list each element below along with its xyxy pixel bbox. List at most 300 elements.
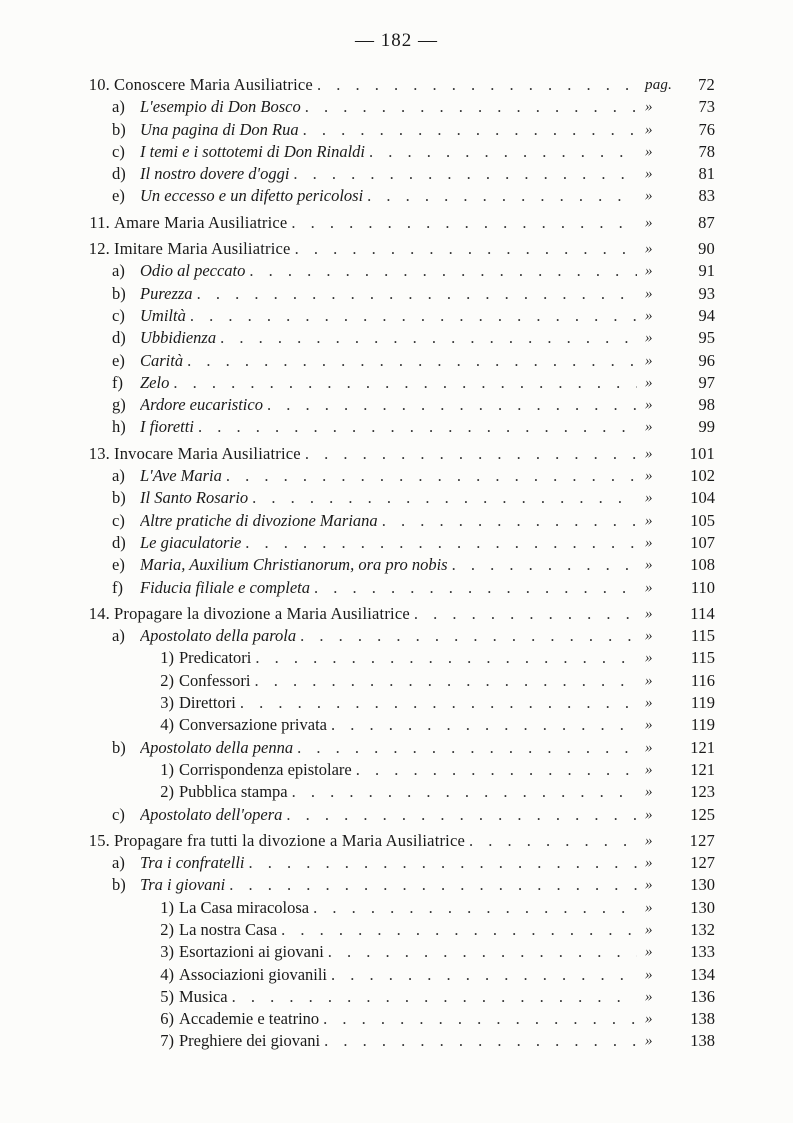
page-mark: » bbox=[645, 468, 653, 485]
leader-dots bbox=[232, 986, 637, 1008]
toc-entry-reference bbox=[637, 141, 715, 163]
toc-entry-reference bbox=[637, 163, 715, 185]
page-reference: 107 bbox=[690, 532, 715, 552]
toc-entry-body bbox=[140, 350, 637, 372]
toc-entry-number: b) bbox=[112, 119, 126, 139]
toc-entry-number: 4) bbox=[160, 715, 174, 735]
toc-entry-number: 2) bbox=[160, 670, 174, 690]
toc-entry-reference bbox=[637, 554, 715, 576]
leader-dots bbox=[249, 260, 637, 282]
leader-dots bbox=[252, 487, 637, 509]
toc-entry-body bbox=[140, 163, 637, 185]
toc-entry-body bbox=[140, 465, 637, 487]
toc-entry-body bbox=[179, 647, 637, 669]
toc-entry-reference bbox=[637, 692, 715, 714]
toc-entry-title: Preghiere dei giovani bbox=[179, 1030, 324, 1052]
page-reference: 115 bbox=[690, 626, 715, 646]
table-of-contents bbox=[70, 74, 715, 1053]
toc-entry bbox=[70, 416, 715, 438]
toc-entry-title: Imitare Maria Ausiliatrice bbox=[114, 238, 295, 260]
toc-entry bbox=[70, 714, 715, 736]
toc-entry-title: Conoscere Maria Ausiliatrice bbox=[114, 74, 317, 96]
toc-entry-body bbox=[140, 554, 637, 576]
toc-entry-reference bbox=[637, 852, 715, 874]
page-reference: 95 bbox=[698, 328, 715, 348]
leader-dots bbox=[240, 692, 637, 714]
toc-entry-body bbox=[179, 1030, 637, 1052]
leader-dots bbox=[286, 804, 637, 826]
page-mark: » bbox=[645, 419, 653, 436]
toc-entry-number: 1) bbox=[160, 897, 174, 917]
toc-entry-number: e) bbox=[112, 555, 125, 575]
page-mark: » bbox=[645, 241, 653, 258]
toc-entry-body bbox=[140, 532, 637, 554]
toc-entry-number: 3) bbox=[160, 693, 174, 713]
toc-entry-title: Pubblica stampa bbox=[179, 781, 292, 803]
toc-entry-body bbox=[179, 1008, 637, 1030]
page-mark: » bbox=[645, 397, 653, 414]
leader-dots bbox=[293, 163, 637, 185]
leader-dots bbox=[313, 897, 637, 919]
toc-entry-number: 15. bbox=[88, 830, 110, 850]
page-mark: » bbox=[645, 605, 653, 622]
leader-dots bbox=[198, 416, 637, 438]
toc-entry-body bbox=[114, 830, 637, 852]
toc-entry-reference bbox=[637, 96, 715, 118]
page-reference: 78 bbox=[698, 141, 715, 161]
toc-entry-body bbox=[140, 305, 637, 327]
toc-entry-reference bbox=[637, 1008, 715, 1030]
toc-entry bbox=[70, 603, 715, 625]
toc-entry-body bbox=[114, 212, 637, 234]
page-reference: 91 bbox=[698, 261, 715, 281]
toc-entry bbox=[70, 350, 715, 372]
page-mark: » bbox=[645, 761, 653, 778]
toc-entry-reference bbox=[637, 305, 715, 327]
page-reference: 73 bbox=[698, 97, 715, 117]
toc-entry-reference bbox=[637, 185, 715, 207]
toc-entry-reference bbox=[637, 941, 715, 963]
toc-entry bbox=[70, 647, 715, 669]
page-mark: » bbox=[645, 490, 653, 507]
toc-entry-body bbox=[140, 185, 637, 207]
toc-entry bbox=[70, 781, 715, 803]
page-reference: 87 bbox=[698, 212, 715, 232]
leader-dots bbox=[369, 141, 637, 163]
toc-entry-title: Confessori bbox=[179, 670, 255, 692]
leader-dots bbox=[267, 394, 637, 416]
toc-entry-number: d) bbox=[112, 164, 126, 184]
toc-entry-title: Ardore eucaristico bbox=[140, 394, 267, 416]
leader-dots bbox=[281, 919, 637, 941]
toc-entry-body bbox=[140, 327, 637, 349]
toc-entry bbox=[70, 577, 715, 599]
toc-entry-body bbox=[140, 577, 637, 599]
toc-entry-reference bbox=[637, 394, 715, 416]
toc-entry-title: Conversazione privata bbox=[179, 714, 331, 736]
toc-entry-title: Apostolato della penna bbox=[140, 737, 297, 759]
leader-dots bbox=[328, 941, 637, 963]
toc-entry-body bbox=[179, 670, 637, 692]
page-reference: 101 bbox=[689, 443, 715, 463]
toc-entry-title: Apostolato dell'opera bbox=[140, 804, 286, 826]
toc-entry-number: 7) bbox=[160, 1031, 174, 1051]
page-mark: » bbox=[645, 695, 653, 712]
leader-dots bbox=[226, 465, 637, 487]
page-mark: » bbox=[645, 717, 653, 734]
toc-entry-title: I fioretti bbox=[140, 416, 198, 438]
toc-entry bbox=[70, 554, 715, 576]
toc-entry-title: Predicatori bbox=[179, 647, 255, 669]
toc-entry-number: 5) bbox=[160, 986, 174, 1006]
toc-entry-body bbox=[140, 260, 637, 282]
toc-entry-title: Direttori bbox=[179, 692, 240, 714]
toc-entry-body bbox=[140, 141, 637, 163]
page-reference: 116 bbox=[690, 670, 715, 690]
toc-entry-body bbox=[179, 781, 637, 803]
toc-entry-number: 2) bbox=[160, 782, 174, 802]
leader-dots bbox=[331, 964, 637, 986]
page-reference: 123 bbox=[690, 782, 715, 802]
page-mark: » bbox=[645, 855, 653, 872]
toc-entry-body bbox=[179, 986, 637, 1008]
leader-dots bbox=[245, 532, 637, 554]
toc-entry-title: I temi e i sottotemi di Don Rinaldi bbox=[140, 141, 369, 163]
page-reference: 130 bbox=[690, 897, 715, 917]
page-reference: 110 bbox=[690, 577, 715, 597]
page-reference: 104 bbox=[690, 488, 715, 508]
leader-dots bbox=[295, 238, 637, 260]
page-mark: » bbox=[645, 374, 653, 391]
page-mark: » bbox=[645, 143, 653, 160]
page-mark: » bbox=[645, 672, 653, 689]
page-mark: pag. bbox=[645, 77, 673, 93]
toc-entry-reference bbox=[637, 212, 715, 234]
toc-entry-title: Propagare fra tutti la divozione a Maria Ausiliatrice bbox=[114, 830, 469, 852]
leader-dots bbox=[300, 625, 637, 647]
toc-entry-body bbox=[140, 119, 637, 141]
toc-entry-reference bbox=[637, 443, 715, 465]
toc-entry-number: a) bbox=[112, 261, 125, 281]
leader-dots bbox=[255, 670, 638, 692]
page-mark: » bbox=[645, 1033, 653, 1050]
toc-entry-body bbox=[140, 487, 637, 509]
toc-entry bbox=[70, 670, 715, 692]
page-reference: 115 bbox=[690, 648, 715, 668]
page-reference: 134 bbox=[690, 964, 715, 984]
toc-entry-number: e) bbox=[112, 186, 125, 206]
toc-entry-body bbox=[114, 74, 637, 96]
leader-dots bbox=[303, 119, 637, 141]
page-reference: 102 bbox=[690, 466, 715, 486]
page-mark: » bbox=[645, 739, 653, 756]
toc-entry bbox=[70, 465, 715, 487]
toc-entry-number: f) bbox=[112, 577, 123, 597]
toc-entry-body bbox=[140, 510, 637, 532]
leader-dots bbox=[324, 1030, 637, 1052]
toc-entry-title: Esortazioni ai giovani bbox=[179, 941, 328, 963]
toc-entry-reference bbox=[637, 577, 715, 599]
toc-entry-reference bbox=[637, 510, 715, 532]
page-mark: » bbox=[645, 214, 653, 231]
toc-entry-title: Propagare la divozione a Maria Ausiliatrice bbox=[114, 603, 414, 625]
toc-entry-number: d) bbox=[112, 532, 126, 552]
toc-entry-number: c) bbox=[112, 510, 125, 530]
toc-entry-body bbox=[179, 759, 637, 781]
page-reference: 93 bbox=[698, 283, 715, 303]
toc-entry-number: c) bbox=[112, 305, 125, 325]
toc-entry bbox=[70, 510, 715, 532]
toc-entry-body bbox=[140, 874, 637, 896]
toc-entry-number: a) bbox=[112, 466, 125, 486]
page-mark: » bbox=[645, 1011, 653, 1028]
toc-entry-title: Maria, Auxilium Christianorum, ora pro nobis bbox=[140, 554, 452, 576]
toc-entry-body bbox=[140, 416, 637, 438]
toc-entry-title: Un eccesso e un difetto pericolosi bbox=[140, 185, 367, 207]
toc-entry-number: b) bbox=[112, 875, 126, 895]
toc-entry bbox=[70, 283, 715, 305]
toc-entry-body bbox=[140, 804, 637, 826]
page-reference: 127 bbox=[690, 853, 715, 873]
page-reference: 127 bbox=[689, 830, 715, 850]
toc-entry bbox=[70, 804, 715, 826]
toc-entry-number: 11. bbox=[89, 212, 110, 232]
toc-entry-reference bbox=[637, 119, 715, 141]
page-mark: » bbox=[645, 944, 653, 961]
toc-entry-number: a) bbox=[112, 626, 125, 646]
toc-entry-reference bbox=[637, 714, 715, 736]
toc-entry-title: Fiducia filiale e completa bbox=[140, 577, 314, 599]
toc-entry-reference bbox=[637, 1030, 715, 1052]
page-reference: 90 bbox=[698, 239, 715, 259]
toc-entry bbox=[70, 625, 715, 647]
leader-dots bbox=[317, 74, 637, 96]
toc-entry bbox=[70, 874, 715, 896]
toc-entry-title: Invocare Maria Ausiliatrice bbox=[114, 443, 305, 465]
toc-entry-number: g) bbox=[112, 395, 126, 415]
toc-entry-title: Altre pratiche di divozione Mariana bbox=[140, 510, 382, 532]
page-mark: » bbox=[645, 784, 653, 801]
toc-entry-reference bbox=[637, 670, 715, 692]
toc-entry bbox=[70, 919, 715, 941]
toc-entry-number: 6) bbox=[160, 1009, 174, 1029]
page-mark: » bbox=[645, 650, 653, 667]
leader-dots bbox=[249, 852, 637, 874]
toc-entry-title: Le giaculatorie bbox=[140, 532, 245, 554]
toc-entry bbox=[70, 372, 715, 394]
toc-entry-number: b) bbox=[112, 488, 126, 508]
toc-entry-number: h) bbox=[112, 417, 126, 437]
toc-entry-reference bbox=[637, 919, 715, 941]
toc-entry-reference bbox=[637, 759, 715, 781]
toc-entry-body bbox=[114, 238, 637, 260]
leader-dots bbox=[314, 577, 637, 599]
page-mark: » bbox=[645, 166, 653, 183]
page-reference: 130 bbox=[690, 875, 715, 895]
toc-entry-number: 3) bbox=[160, 942, 174, 962]
page-reference: 121 bbox=[690, 737, 715, 757]
toc-entry-number: 14. bbox=[88, 603, 110, 623]
toc-entry-number: b) bbox=[112, 283, 126, 303]
page-reference: 72 bbox=[698, 75, 715, 94]
page-reference: 121 bbox=[690, 759, 715, 779]
toc-entry-number: a) bbox=[112, 97, 125, 117]
leader-dots bbox=[305, 443, 637, 465]
page-mark: » bbox=[645, 832, 653, 849]
page-mark: » bbox=[645, 628, 653, 645]
toc-entry-body bbox=[140, 372, 637, 394]
page-reference: 105 bbox=[690, 510, 715, 530]
page-mark: » bbox=[645, 966, 653, 983]
page-mark: » bbox=[645, 557, 653, 574]
page-reference: 136 bbox=[690, 986, 715, 1006]
toc-entry bbox=[70, 212, 715, 234]
leader-dots bbox=[187, 350, 637, 372]
toc-entry bbox=[70, 74, 715, 96]
leader-dots bbox=[305, 96, 637, 118]
page-reference: 119 bbox=[690, 693, 715, 713]
toc-entry-reference bbox=[637, 465, 715, 487]
toc-entry-title: Zelo bbox=[140, 372, 173, 394]
toc-entry bbox=[70, 163, 715, 185]
page-reference: 99 bbox=[698, 417, 715, 437]
toc-entry-body bbox=[114, 443, 637, 465]
leader-dots bbox=[382, 510, 637, 532]
page-mark: » bbox=[645, 121, 653, 138]
toc-entry bbox=[70, 692, 715, 714]
toc-entry bbox=[70, 1030, 715, 1052]
toc-entry-reference bbox=[637, 283, 715, 305]
toc-entry-body bbox=[140, 625, 637, 647]
toc-entry-reference bbox=[637, 737, 715, 759]
page-reference: 98 bbox=[698, 395, 715, 415]
toc-entry-title: Tra i giovani bbox=[140, 874, 229, 896]
toc-entry-body bbox=[179, 941, 637, 963]
page-number: — 182 — bbox=[355, 30, 438, 51]
toc-entry-reference bbox=[637, 487, 715, 509]
toc-entry bbox=[70, 897, 715, 919]
leader-dots bbox=[173, 372, 637, 394]
toc-entry bbox=[70, 238, 715, 260]
page-reference: 138 bbox=[690, 1009, 715, 1029]
page-reference: 81 bbox=[698, 164, 715, 184]
toc-entry-number: 1) bbox=[160, 648, 174, 668]
toc-entry-reference bbox=[637, 830, 715, 852]
toc-entry-number: 13. bbox=[88, 443, 110, 463]
toc-entry-title: Il Santo Rosario bbox=[140, 487, 252, 509]
toc-entry-title: Purezza bbox=[140, 283, 197, 305]
page-reference: 83 bbox=[698, 186, 715, 206]
toc-entry-reference bbox=[637, 327, 715, 349]
page-mark: » bbox=[645, 285, 653, 302]
toc-entry-title: Il nostro dovere d'oggi bbox=[140, 163, 293, 185]
toc-entry-number: f) bbox=[112, 372, 123, 392]
page-mark: » bbox=[645, 877, 653, 894]
toc-entry bbox=[70, 830, 715, 852]
toc-entry-title: Una pagina di Don Rua bbox=[140, 119, 303, 141]
toc-entry-reference bbox=[637, 532, 715, 554]
toc-entry bbox=[70, 532, 715, 554]
page-mark: » bbox=[645, 307, 653, 324]
toc-entry-reference bbox=[637, 625, 715, 647]
page-mark: » bbox=[645, 579, 653, 596]
toc-entry-body bbox=[179, 692, 637, 714]
toc-entry-number: 2) bbox=[160, 919, 174, 939]
toc-entry bbox=[70, 737, 715, 759]
toc-entry-reference bbox=[637, 238, 715, 260]
toc-entry-reference bbox=[637, 603, 715, 625]
toc-entry-reference bbox=[637, 897, 715, 919]
toc-entry-number: a) bbox=[112, 853, 125, 873]
toc-entry bbox=[70, 394, 715, 416]
toc-entry-number: 1) bbox=[160, 759, 174, 779]
toc-entry-reference bbox=[637, 874, 715, 896]
leader-dots bbox=[414, 603, 637, 625]
page-reference: 108 bbox=[690, 555, 715, 575]
toc-entry-body bbox=[179, 714, 637, 736]
leader-dots bbox=[469, 830, 637, 852]
toc-entry-number: c) bbox=[112, 804, 125, 824]
toc-entry bbox=[70, 119, 715, 141]
toc-entry-reference bbox=[637, 416, 715, 438]
toc-entry-title: Tra i confratelli bbox=[140, 852, 249, 874]
toc-entry-number: 12. bbox=[88, 239, 110, 259]
toc-entry bbox=[70, 327, 715, 349]
toc-entry-title: Apostolato della parola bbox=[140, 625, 300, 647]
toc-entry-reference bbox=[637, 74, 715, 96]
page-mark: » bbox=[645, 263, 653, 280]
toc-entry bbox=[70, 487, 715, 509]
leader-dots bbox=[356, 759, 637, 781]
page-mark: » bbox=[645, 806, 653, 823]
leader-dots bbox=[292, 781, 637, 803]
leader-dots bbox=[367, 185, 637, 207]
leader-dots bbox=[323, 1008, 637, 1030]
page-mark: » bbox=[645, 512, 653, 529]
page-mark: » bbox=[645, 188, 653, 205]
toc-entry bbox=[70, 185, 715, 207]
page-reference: 119 bbox=[690, 715, 715, 735]
page-reference: 133 bbox=[690, 942, 715, 962]
toc-entry bbox=[70, 141, 715, 163]
toc-entry-title: Corrispondenza epistolare bbox=[179, 759, 356, 781]
toc-entry bbox=[70, 986, 715, 1008]
toc-entry bbox=[70, 941, 715, 963]
leader-dots bbox=[452, 554, 637, 576]
toc-entry-reference bbox=[637, 986, 715, 1008]
page-reference: 96 bbox=[698, 350, 715, 370]
toc-entry bbox=[70, 96, 715, 118]
toc-entry-reference bbox=[637, 372, 715, 394]
page-reference: 76 bbox=[698, 119, 715, 139]
page-mark: » bbox=[645, 988, 653, 1005]
toc-entry-body bbox=[140, 96, 637, 118]
page-reference: 138 bbox=[690, 1031, 715, 1051]
toc-entry-body bbox=[140, 737, 637, 759]
page-mark: » bbox=[645, 352, 653, 369]
toc-entry-title: Carità bbox=[140, 350, 187, 372]
toc-entry-number: c) bbox=[112, 141, 125, 161]
leader-dots bbox=[220, 327, 637, 349]
page-mark: » bbox=[645, 445, 653, 462]
toc-entry-title: L'Ave Maria bbox=[140, 465, 226, 487]
page-mark: » bbox=[645, 99, 653, 116]
toc-entry-reference bbox=[637, 350, 715, 372]
toc-entry-title: Musica bbox=[179, 986, 232, 1008]
toc-entry bbox=[70, 1008, 715, 1030]
toc-entry bbox=[70, 759, 715, 781]
toc-entry-body bbox=[140, 852, 637, 874]
